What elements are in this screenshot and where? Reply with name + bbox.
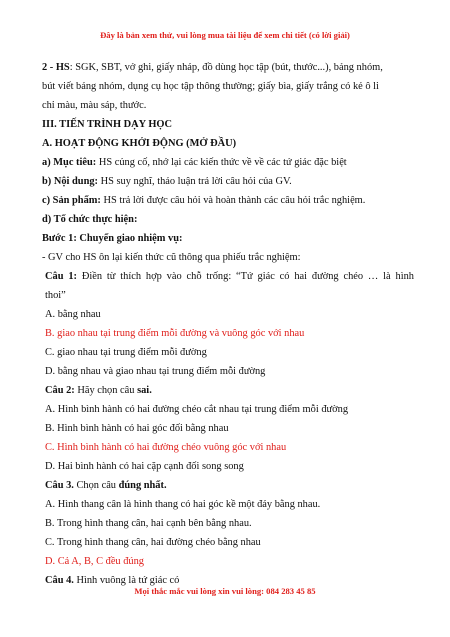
hs-materials-line3: chỉ màu, màu sáp, thước. xyxy=(42,100,147,111)
hs-label: 2 - HS xyxy=(42,62,70,73)
contact-notice: Mọi thắc mắc vui lòng xin vui lòng: 084 283 45 85 xyxy=(134,586,316,596)
product-line xyxy=(42,191,414,210)
question-3-option-b: B. Trong hình thang cân, hai cạnh bên bằng nhau. xyxy=(45,518,252,529)
intro-line: - GV cho HS ôn lại kiến thức cũ thông qua phiếu trắc nghiệm: xyxy=(42,252,301,263)
product-label: c) Sản phẩm: xyxy=(42,195,101,206)
content-text: HS suy nghĩ, thảo luận trả lời câu hỏi của GV. xyxy=(98,176,292,187)
question-2-option-a: A. Hình bình hành có hai đường chéo cắt nhau tại trung điểm mỗi đường xyxy=(45,404,349,415)
content-line xyxy=(42,172,414,191)
question-3-option-a: A. Hình thang cân là hình thang có hai góc kề một đáy bằng nhau. xyxy=(45,499,321,510)
preview-notice: Đây là bản xem thử, vui lòng mua tài liệu để xem chi tiết (có lời giải) xyxy=(100,30,350,40)
question-4-label: Câu 4. xyxy=(45,575,74,586)
organization-label: d) Tổ chức thực hiện: xyxy=(42,214,138,225)
question-2-option-d: D. Hai bình hành có hai cặp cạnh đối song song xyxy=(45,461,244,472)
question-2-label: Câu 2: xyxy=(45,385,75,396)
hs-materials-line2: bút viết bảng nhóm, dụng cụ học tập thông thường; giấy bìa, giấy trắng có kẻ ô li xyxy=(42,81,379,92)
question-3-label: Câu 3. xyxy=(45,480,74,491)
goal-text: HS củng cố, nhớ lại các kiến thức về về các tứ giác đặc biệt xyxy=(96,157,347,168)
question-3-option-c: C. Trong hình thang cân, hai đường chéo bằng nhau xyxy=(45,537,261,548)
question-2-option-c-answer: C. Hình bình hành có hai đường chéo vuông góc với nhau xyxy=(45,442,287,453)
question-1-text: Điền từ thích hợp vào chỗ trống: “Tứ giác có hai đường chéo … là hình xyxy=(77,271,414,282)
question-1-option-c: C. giao nhau tại trung điểm mỗi đường xyxy=(45,347,207,358)
question-1-option-a: A. bằng nhau xyxy=(45,309,101,320)
question-2 xyxy=(42,381,414,400)
question-2-text: Hãy chọn câu xyxy=(74,385,138,396)
document-body xyxy=(42,58,414,590)
activity-title: A. HOẠT ĐỘNG KHỞI ĐỘNG (MỞ ĐẦU) xyxy=(42,138,237,149)
goal-line xyxy=(42,153,414,172)
question-1-label: Câu 1: xyxy=(45,271,77,282)
question-1 xyxy=(42,267,414,286)
question-1-cont: thoi” xyxy=(45,290,66,301)
question-1-option-b-answer: B. giao nhau tại trung điểm mỗi đường và vuông góc với nhau xyxy=(45,328,305,339)
question-3-option-d-answer: D. Cả A, B, C đều đúng xyxy=(45,556,144,567)
question-1-option-d: D. bằng nhau và giao nhau tại trung điểm mỗi đường xyxy=(45,366,266,377)
question-2-option-b: B. Hình bình hành có hai góc đối bằng nhau xyxy=(45,423,229,434)
hs-materials xyxy=(42,58,414,77)
question-2-emphasis: sai. xyxy=(137,385,152,396)
goal-label: a) Mục tiêu: xyxy=(42,157,97,168)
question-4-text: Hình vuông là tứ giác có xyxy=(73,575,180,586)
section-title: III. TIẾN TRÌNH DẠY HỌC xyxy=(42,119,173,130)
hs-text: : SGK, SBT, vở ghi, giấy nháp, đồ dùng học tập (bút, thước...), bảng nhóm, xyxy=(69,62,383,73)
question-3 xyxy=(42,476,414,495)
content-label: b) Nội dung: xyxy=(42,176,99,187)
step-label: Bước 1: Chuyển giao nhiệm vụ: xyxy=(42,233,183,244)
question-3-text: Chọn câu xyxy=(73,480,119,491)
product-text: HS trả lời được câu hỏi và hoàn thành các câu hỏi trắc nghiệm. xyxy=(100,195,366,206)
question-3-emphasis: đúng nhất. xyxy=(118,480,167,491)
